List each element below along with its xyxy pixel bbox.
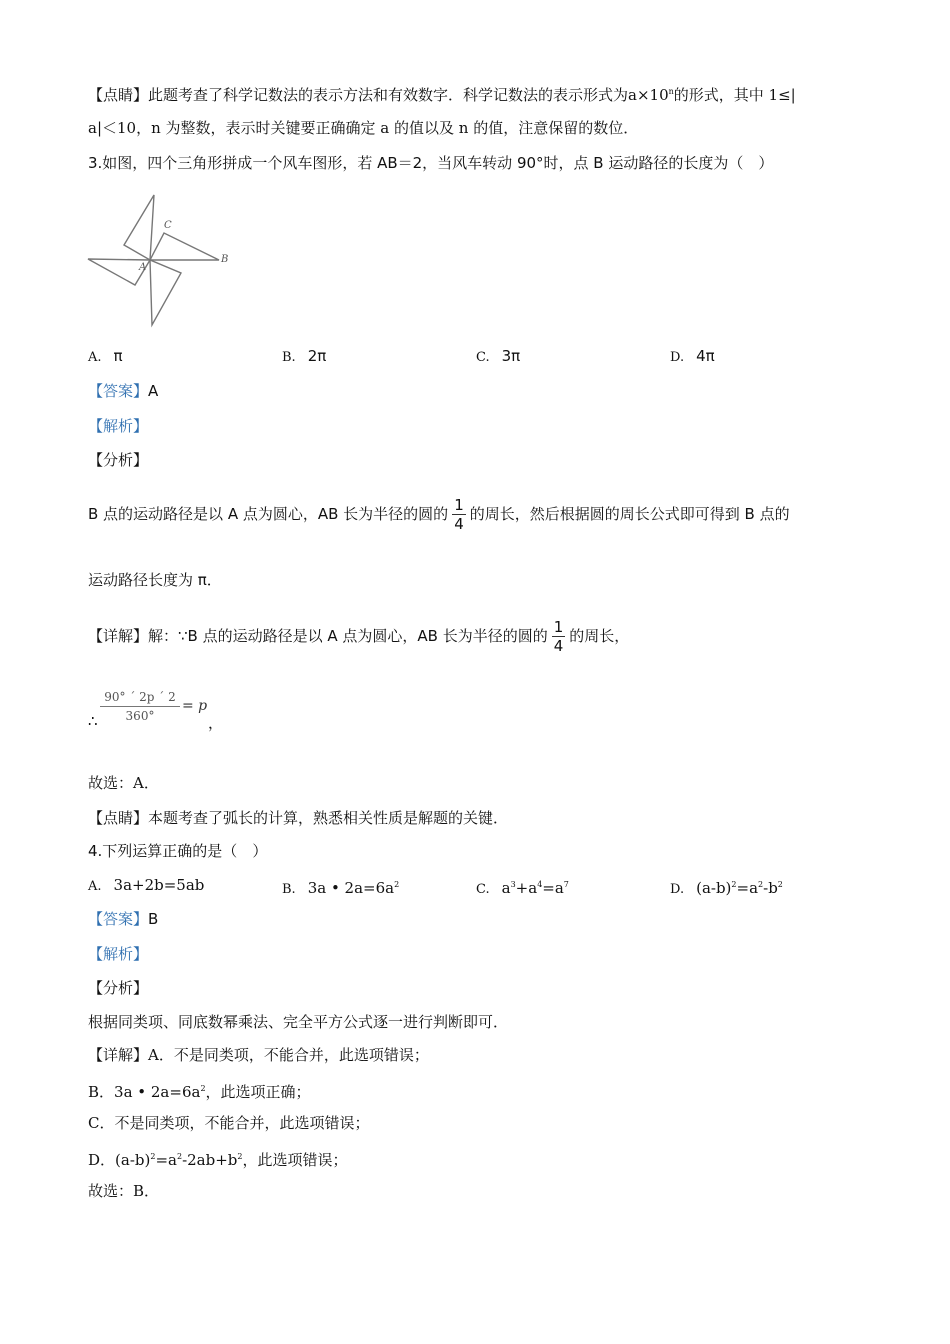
label-a: A — [139, 262, 147, 273]
q4-analysis: 根据同类项、同底数幂乘法、完全平方公式逐一进行判断即可． — [88, 1013, 509, 1031]
q4-detail-d: D．$(a-b)^2=a^2-2ab+b^2$，此选项错误； — [88, 1151, 348, 1169]
q4-jiexi: 【解析】 — [88, 945, 149, 963]
windmill-triangle-right — [150, 233, 219, 260]
windmill-figure — [84, 190, 244, 330]
therefore-symbol: ∴ — [88, 712, 98, 730]
q3-option-b: B. 2π — [282, 347, 327, 365]
q3-dianjing: 【点睛】本题考查了弧长的计算，熟悉相关性质是解题的关键． — [88, 809, 509, 827]
q3-analysis-line1: B 点的运动路径是以 A 点为圆心，AB 长为半径的圆的 $\frac{1}{4}$ 的周长，然后根据圆的周长公式即可得到 B 点的 — [88, 496, 790, 533]
dianjing-prev-line2: a|＜10，n 为整数，表示时关键要正确确定 a 的值以及 n 的值，注意保留的数位． — [88, 119, 639, 137]
q4-detail-b: B．3a • $2a=6a^2$，此选项正确； — [88, 1083, 311, 1101]
q4-option-d: D. $(a-b)^2=a^2-b^2$ — [670, 879, 783, 897]
q4-detail-c: C．不是同类项，不能合并，此选项错误； — [88, 1114, 370, 1132]
q4-stem: 4.下列运算正确的是（ ） — [88, 842, 268, 860]
fraction-quarter: $\frac{1}{4}$ — [454, 496, 464, 533]
q3-option-c: C. 3π — [476, 347, 521, 365]
dianjing-prev-line1: 【点睛】此题考查了科学记数法的表示方法和有效数字．科学记数法的表示形式为$a\times 10^n$的形式，其中 1≤| — [88, 86, 796, 104]
q3-answer: 【答案】A — [88, 382, 159, 400]
q4-detail-a: 【详解】A．不是同类项，不能合并，此选项错误； — [88, 1046, 429, 1064]
label-c: C — [164, 220, 172, 231]
q3-option-a: A. π — [88, 347, 123, 365]
q4-answer: 【答案】B — [88, 910, 159, 928]
q3-detail-line1: 【详解】解：∵B 点的运动路径是以 A 点为圆心，AB 长为半径的圆的 $\frac{1}{4}$ 的周长， — [88, 618, 630, 655]
q3-fenxi: 【分析】 — [88, 451, 149, 469]
fraction-quarter-2: $\frac{1}{4}$ — [553, 618, 564, 655]
windmill-triangle-down — [150, 260, 181, 325]
q3-option-d: D. 4π — [670, 347, 715, 365]
q3-jiexi: 【解析】 — [88, 417, 149, 435]
label-b: B — [221, 254, 229, 265]
arc-length-formula: 90° ´ 2p ´ 2 360° = p — [100, 690, 220, 730]
q3-choose: 故选：A． — [88, 774, 159, 792]
q4-option-b: B. 3a • $2a=6a^2$ — [282, 879, 400, 897]
q4-option-a: A. 3a+2b=5ab — [88, 876, 205, 894]
q4-option-c: C. $a^3+a^4=a^7$ — [476, 879, 569, 897]
formula-comma: ， — [208, 714, 224, 732]
windmill-triangle-up — [124, 195, 154, 260]
q4-choose: 故选：B． — [88, 1182, 160, 1200]
q3-analysis-line2: 运动路径长度为 π． — [88, 571, 222, 589]
q4-fenxi: 【分析】 — [88, 979, 149, 997]
q3-stem: 3.如图，四个三角形拼成一个风车图形，若 AB＝2，当风车转动 90°时，点 B 运动路径的长度为（ ） — [88, 154, 774, 172]
